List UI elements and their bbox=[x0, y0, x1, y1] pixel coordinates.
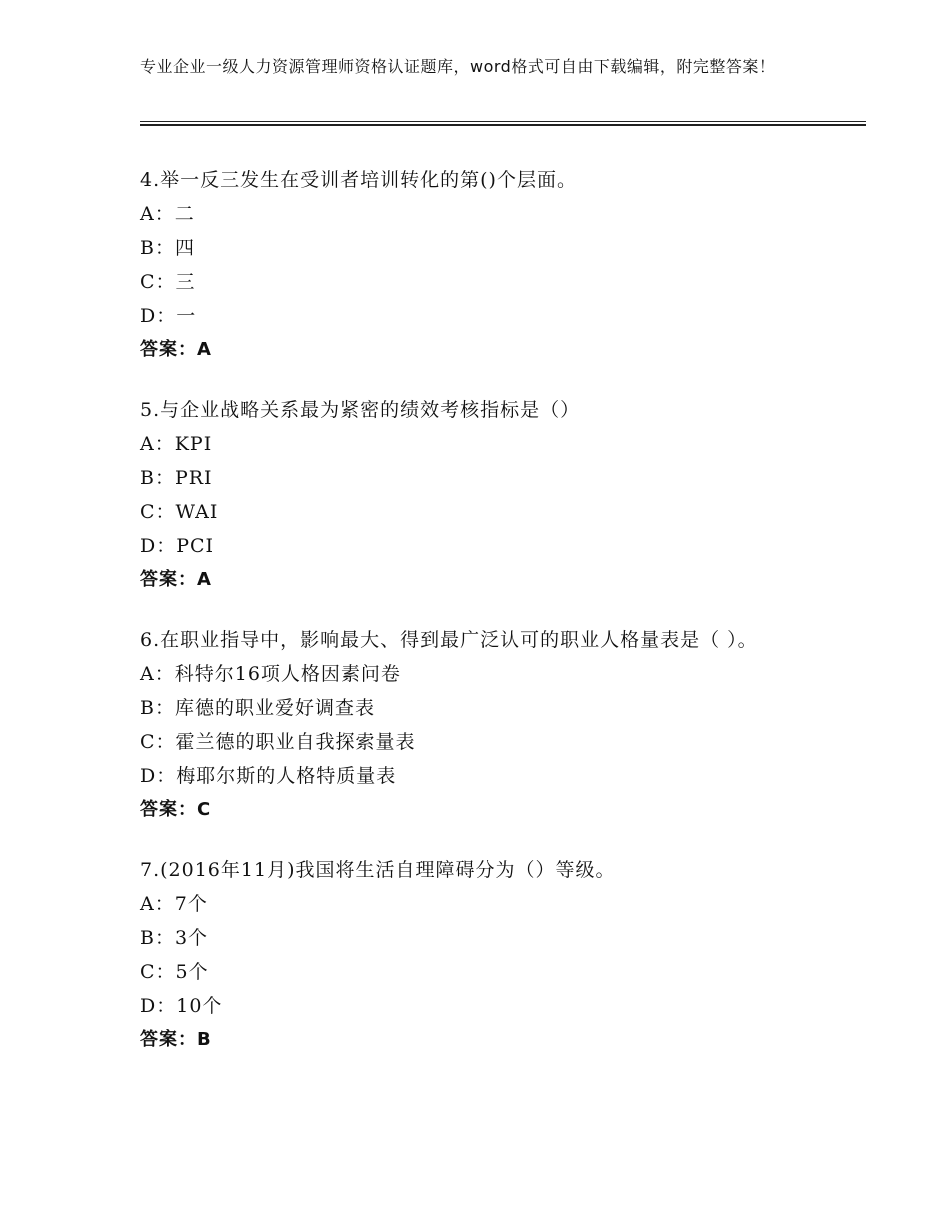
option-key: D： bbox=[140, 765, 177, 787]
header-rule-thin bbox=[140, 121, 866, 122]
header-rule-thick bbox=[140, 124, 866, 126]
option-text: PRI bbox=[174, 467, 213, 489]
option-b bbox=[140, 691, 866, 725]
answer-label: 答案：C bbox=[140, 799, 212, 820]
option-text: 梅耶尔斯的人格特质量表 bbox=[176, 765, 397, 787]
option-b bbox=[140, 461, 866, 495]
option-text: 三 bbox=[175, 271, 196, 293]
option-text: 5个 bbox=[175, 961, 209, 983]
option-text: KPI bbox=[174, 433, 213, 455]
option-text: 科特尔16项人格因素问卷 bbox=[174, 663, 401, 685]
option-text: 二 bbox=[174, 203, 195, 225]
option-key: D： bbox=[140, 535, 177, 557]
option-text: 霍兰德的职业自我探索量表 bbox=[175, 731, 416, 753]
question-list bbox=[140, 163, 866, 1083]
option-key: A： bbox=[140, 203, 175, 225]
document-header: 专业企业一级人力资源管理师资格认证题库，word格式可自由下载编辑，附完整答案！ bbox=[140, 57, 776, 76]
option-key: A： bbox=[140, 663, 175, 685]
option-text: 10个 bbox=[176, 995, 223, 1017]
option-key: B： bbox=[140, 467, 175, 489]
option-text: 一 bbox=[176, 305, 197, 327]
option-key: C： bbox=[140, 961, 176, 983]
option-d bbox=[140, 529, 866, 563]
option-key: A： bbox=[140, 433, 175, 455]
option-text: WAI bbox=[175, 501, 219, 523]
question-4 bbox=[140, 163, 866, 367]
answer-label: 答案：B bbox=[140, 1029, 212, 1050]
question-stem: 7.(2016年11月)我国将生活自理障碍分为（）等级。 bbox=[140, 859, 616, 881]
question-stem: 5.与企业战略关系最为紧密的绩效考核指标是（） bbox=[140, 399, 581, 421]
option-key: B： bbox=[140, 237, 175, 259]
question-7 bbox=[140, 853, 866, 1057]
question-stem: 4.举一反三发生在受训者培训转化的第()个层面。 bbox=[140, 169, 577, 191]
option-c bbox=[140, 725, 866, 759]
option-key: D： bbox=[140, 995, 177, 1017]
question-5 bbox=[140, 393, 866, 597]
option-a bbox=[140, 887, 866, 921]
option-a bbox=[140, 657, 866, 691]
answer-label: 答案：A bbox=[140, 569, 212, 590]
option-d bbox=[140, 989, 866, 1023]
option-key: C： bbox=[140, 271, 176, 293]
option-c bbox=[140, 265, 866, 299]
option-a bbox=[140, 197, 866, 231]
option-key: D： bbox=[140, 305, 177, 327]
option-key: C： bbox=[140, 501, 176, 523]
option-key: A： bbox=[140, 893, 175, 915]
option-text: PCI bbox=[176, 535, 215, 557]
option-key: C： bbox=[140, 731, 176, 753]
answer-label: 答案：A bbox=[140, 339, 212, 360]
option-text: 库德的职业爱好调查表 bbox=[174, 697, 375, 719]
option-b bbox=[140, 921, 866, 955]
option-d bbox=[140, 299, 866, 333]
option-d bbox=[140, 759, 866, 793]
option-text: 3个 bbox=[174, 927, 209, 949]
question-stem: 6.在职业指导中，影响最大、得到最广泛认可的职业人格量表是（ ）。 bbox=[140, 629, 758, 651]
option-key: B： bbox=[140, 927, 175, 949]
question-6 bbox=[140, 623, 866, 827]
option-c bbox=[140, 955, 866, 989]
option-c bbox=[140, 495, 866, 529]
option-a bbox=[140, 427, 866, 461]
option-text: 7个 bbox=[174, 893, 208, 915]
option-key: B： bbox=[140, 697, 175, 719]
option-text: 四 bbox=[174, 237, 195, 259]
option-b bbox=[140, 231, 866, 265]
